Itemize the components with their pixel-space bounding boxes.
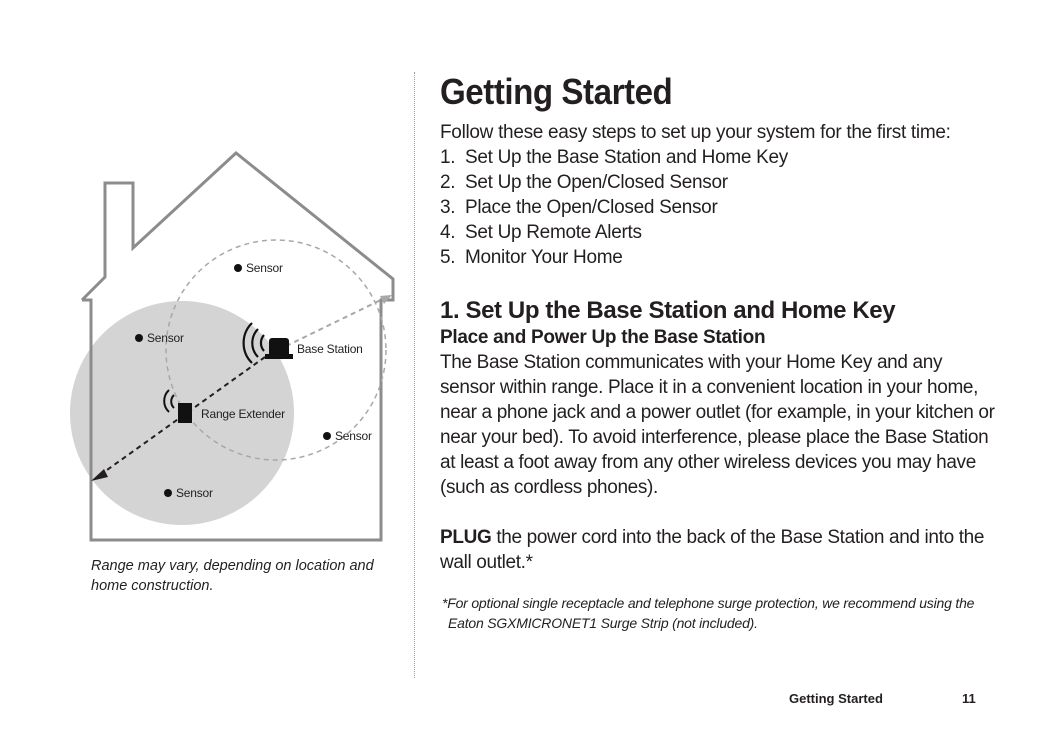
base-station-label: Base Station — [297, 342, 363, 356]
sensor-label-right: Sensor — [335, 429, 372, 443]
footnote: *For optional single receptacle and telephone surge protection, we recommend using the Eaton SGXMICRONET1 Surge Strip (not included). — [442, 595, 975, 631]
list-item — [440, 170, 1000, 195]
step-number: 2. — [440, 172, 456, 193]
step-number: 4. — [440, 222, 456, 243]
footer-section-name: Getting Started — [789, 691, 883, 706]
sensor-dot-top — [234, 264, 242, 272]
step-number: 3. — [440, 197, 456, 218]
sensor-dot-left — [135, 334, 143, 342]
plug-instruction — [440, 525, 1000, 575]
sensor-label-left: Sensor — [147, 331, 184, 345]
sensor-dot-right — [323, 432, 331, 440]
plug-keyword: PLUG — [440, 527, 492, 548]
list-item — [440, 145, 1000, 170]
page-title: Getting Started — [440, 71, 673, 112]
step-text: Set Up the Base Station and Home Key — [465, 147, 788, 168]
list-item — [440, 220, 1000, 245]
step-number: 5. — [440, 247, 456, 268]
step-text: Monitor Your Home — [465, 247, 623, 268]
sensor-label-bottom: Sensor — [176, 486, 213, 500]
step-text: Set Up the Open/Closed Sensor — [465, 172, 728, 193]
range-extender-label: Range Extender — [201, 407, 285, 421]
sensor-label-top: Sensor — [246, 261, 283, 275]
section-body: The Base Station communicates with your Home Key and any sensor within range. Place it in a convenient location in your home, near a phone jack and a power outlet (for example, in your kitchen or near your bed). To avoid interference, please place the Base Station at least a foot away from any other wireless devices you may have (such as cordless phones). — [440, 352, 995, 498]
sensor-dot-bottom — [164, 489, 172, 497]
column-divider — [414, 72, 415, 678]
step-number: 1. — [440, 147, 456, 168]
main-content — [440, 70, 1000, 633]
list-item — [440, 245, 1000, 270]
list-item — [440, 195, 1000, 220]
diagram-caption: Range may vary, depending on location and home construction. — [91, 558, 374, 594]
step-text: Set Up Remote Alerts — [465, 222, 642, 243]
section-subtitle: Place and Power Up the Base Station — [440, 327, 766, 348]
intro-text: Follow these easy steps to set up your system for the first time: — [440, 122, 951, 143]
step-text: Place the Open/Closed Sensor — [465, 197, 718, 218]
range-diagram — [60, 145, 405, 545]
steps-list — [440, 145, 1000, 270]
section-title: 1. Set Up the Base Station and Home Key — [440, 297, 896, 324]
page-number: 11 — [962, 691, 976, 706]
plug-text: the power cord into the back of the Base Station and into the wall outlet.* — [440, 527, 985, 573]
